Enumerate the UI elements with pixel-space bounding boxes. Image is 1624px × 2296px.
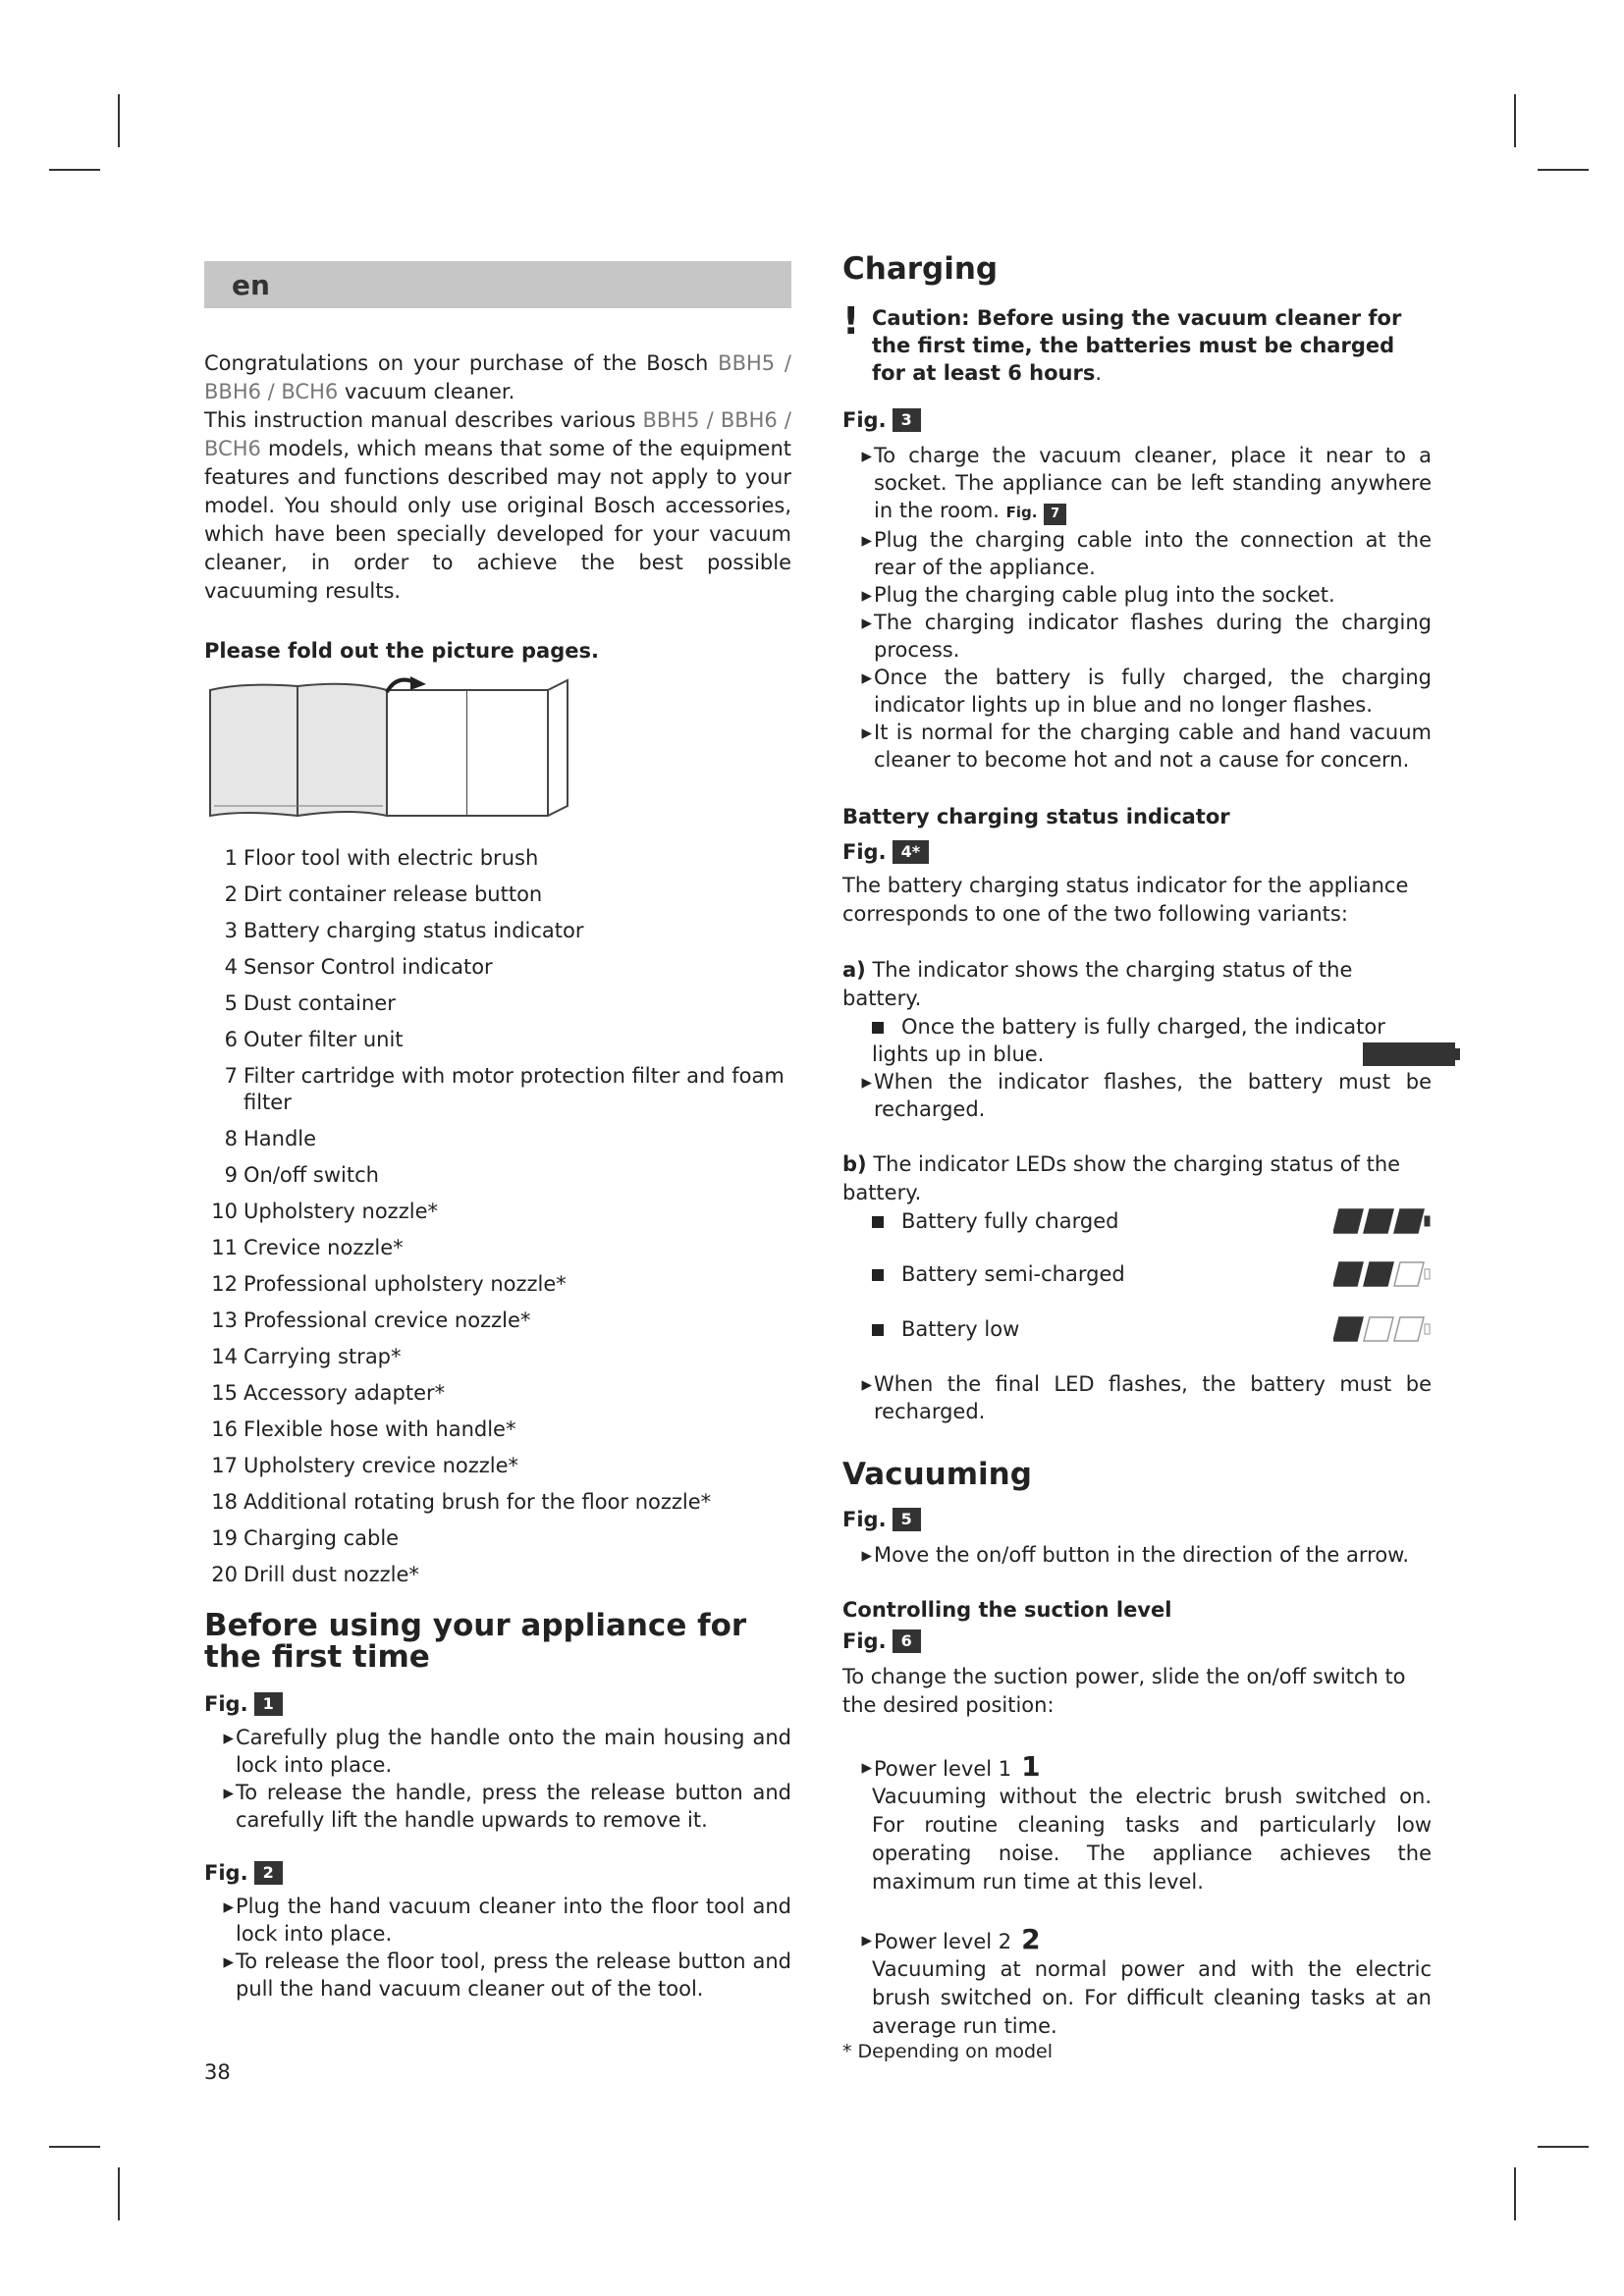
fig-4-reference: Fig. 4*	[842, 840, 1432, 864]
variant-a: a) The indicator shows the charging status of the battery. Once the battery is fully charged, the indicator lights up in blue. ▸ When the indicator flashes, the battery must be recharged.	[842, 956, 1432, 1123]
battery-led-on	[1333, 1317, 1363, 1341]
parts-list-item: 19 Charging cable	[211, 1526, 400, 1550]
intro-text: vacuum cleaner.	[338, 380, 515, 403]
battery-leds-icon	[1333, 1261, 1432, 1287]
charging-heading: Charging	[842, 251, 999, 287]
arrow-bullet-icon: ▸	[861, 528, 872, 552]
crop-mark-bottom-left-h	[49, 2146, 100, 2148]
language-code: en	[232, 268, 270, 301]
fig-number-box: 2	[254, 1861, 283, 1885]
battery-tip	[1425, 1269, 1430, 1279]
fig-number-box: 5	[893, 1508, 921, 1531]
parts-list-item: 11 Crevice nozzle*	[211, 1236, 404, 1259]
fold-out-pages-illustration	[204, 676, 573, 820]
battery-leds-icon	[1333, 1208, 1432, 1234]
battery-led-off	[1394, 1317, 1424, 1341]
left-column	[204, 261, 791, 2002]
arrow-bullet-icon: ▸	[861, 666, 872, 689]
arrow-bullet-icon: ▸	[223, 1949, 234, 1973]
fig-6-reference: Fig. 6	[842, 1629, 1432, 1653]
battery-led-on	[1394, 1209, 1424, 1233]
instruction-item: ▸ Once the battery is fully charged, the charging indicator lights up in blue and no longer flashes.	[842, 664, 1432, 719]
variant-a-indicator: Once the battery is fully charged, the indicator lights up in blue.	[872, 1013, 1432, 1068]
parts-list-item: 8 Handle	[224, 1127, 317, 1150]
vacuuming-heading: Vacuuming	[842, 1457, 1032, 1492]
arrow-bullet-icon: ▸	[223, 1726, 234, 1749]
fig-3-reference: Fig. 3	[842, 408, 1432, 432]
caution-notice: ! Caution: Before using the vacuum cleaner for the first time, the batteries must be charged for at least 6 hours.	[842, 299, 1402, 385]
instruction-item: ▸ When the indicator flashes, the battery must be recharged.	[842, 1068, 1432, 1123]
battery-level-row: Battery low	[872, 1315, 1432, 1343]
before-use-heading: Before using your appliance for the first time	[204, 1608, 747, 1675]
arrow-bullet-icon: ▸	[861, 1755, 872, 1779]
parts-list-item: 1 Floor tool with electric brush	[224, 846, 539, 870]
instruction-item: ▸ To release the floor tool, press the release button and pull the hand vacuum cleaner out of the tool.	[204, 1948, 791, 2002]
variant-b: b) The indicator LEDs show the charging status of the battery. Battery fully charged Battery semi-charged Battery low ▸ When the final LED flashes, the battery must be recharged.	[842, 1152, 1432, 1423]
parts-list-item: 12 Professional upholstery nozzle*	[211, 1272, 567, 1296]
arrow-bullet-icon: ▸	[861, 721, 872, 744]
parts-list-item: 2 Dirt container release button	[224, 882, 543, 906]
parts-list-item: 3 Battery charging status indicator	[224, 919, 584, 942]
instruction-item: ▸ Carefully plug the handle onto the main housing and lock into place.	[204, 1724, 791, 1779]
power-level-2: ▸ Power level 2 2 Vacuuming at normal power and with the electric brush switched on. For difficult cleaning tasks at an average run time.	[842, 1926, 1432, 2041]
crop-mark-bottom-right-h	[1538, 2146, 1589, 2148]
suction-level-heading: Controlling the suction level	[842, 1598, 1172, 1622]
square-bullet-icon	[872, 1324, 884, 1336]
crop-mark-bottom-right-v	[1514, 2167, 1516, 2220]
fig-number-box: 6	[893, 1629, 921, 1653]
battery-led-on	[1333, 1262, 1363, 1286]
arrow-bullet-icon: ▸	[861, 1372, 872, 1396]
battery-led-on	[1364, 1262, 1393, 1286]
instruction-item: ▸ Plug the charging cable plug into the socket.	[842, 581, 1432, 609]
fig-2-reference: Fig. 2	[204, 1861, 791, 1885]
battery-bar-icon	[1363, 1042, 1461, 1066]
square-bullet-icon	[872, 1269, 884, 1281]
right-column	[842, 253, 1432, 2062]
battery-leds-icon	[1333, 1316, 1432, 1342]
instruction-item: ▸ When the final LED flashes, the battery must be recharged.	[842, 1370, 1432, 1425]
parts-list-item: 7 Filter cartridge with motor protection filter and foam filter	[224, 1064, 785, 1114]
parts-list-item: 17 Upholstery crevice nozzle*	[211, 1454, 519, 1477]
instruction-item: ▸ Plug the hand vacuum cleaner into the floor tool and lock into place.	[204, 1893, 791, 1948]
parts-list-item: 18 Additional rotating brush for the floor nozzle*	[211, 1490, 712, 1514]
fold-out-instruction: Please fold out the picture pages.	[204, 639, 599, 663]
fig-number-box: 7	[1044, 504, 1066, 525]
parts-list-item: 5 Dust container	[224, 991, 396, 1015]
parts-list-item: 15 Accessory adapter*	[211, 1381, 446, 1405]
crop-mark-top-right-h	[1538, 169, 1589, 171]
model-names: BBH5 / BBH6 / BCH6	[204, 351, 792, 403]
battery-level-row: Battery fully charged	[872, 1207, 1432, 1235]
battery-led-off	[1364, 1317, 1393, 1341]
parts-list-item: 20 Drill dust nozzle*	[211, 1563, 419, 1586]
footnote: * Depending on model	[842, 2041, 1054, 2062]
arrow-bullet-icon: ▸	[223, 1895, 234, 1918]
arrow-bullet-icon: ▸	[861, 444, 872, 467]
fig-number-box: 4*	[893, 840, 930, 864]
parts-list-item: 10 Upholstery nozzle*	[211, 1200, 438, 1223]
instruction-item: ▸ To release the handle, press the release button and carefully lift the handle upwards to remove it.	[204, 1779, 791, 1834]
parts-list-item: 16 Flexible hose with handle*	[211, 1417, 516, 1441]
fig-number-box: 3	[893, 408, 921, 432]
instruction-item: ▸ The charging indicator flashes during the charging process.	[842, 609, 1432, 664]
arrow-bullet-icon: ▸	[861, 583, 872, 607]
power-level-1: ▸ Power level 1 1 Vacuuming without the electric brush switched on. For routine cleaning tasks and particularly low operating noise. The appliance achieves the maximum run time at this level.	[842, 1753, 1432, 1896]
crop-mark-top-left-v	[118, 94, 120, 147]
suction-intro: To change the suction power, slide the on/off switch to the desired position:	[842, 1665, 1406, 1717]
parts-list-item: 6 Outer filter unit	[224, 1028, 404, 1051]
parts-list-item: 14 Carrying strap*	[211, 1345, 402, 1368]
parts-list	[204, 845, 791, 1588]
intro-text: Congratulations on your purchase of the Bosch	[204, 351, 719, 375]
battery-led-on	[1364, 1209, 1393, 1233]
instruction-item: ▸ Plug the charging cable into the connection at the rear of the appliance.	[842, 526, 1432, 581]
arrow-bullet-icon: ▸	[223, 1781, 234, 1804]
battery-status-heading: Battery charging status indicator	[842, 805, 1230, 828]
arrow-bullet-icon: ▸	[861, 611, 872, 634]
battery-led-off	[1394, 1262, 1424, 1286]
battery-tip	[1425, 1324, 1430, 1334]
crop-mark-top-right-v	[1514, 94, 1516, 147]
warning-icon: !	[842, 299, 860, 343]
crop-mark-top-left-h	[49, 169, 100, 171]
fig-1-reference: Fig. 1	[204, 1692, 791, 1716]
model-names: BBH5 / BBH6 / BCH6	[204, 408, 791, 460]
intro-paragraph-2	[204, 406, 791, 606]
square-bullet-icon	[872, 1022, 884, 1034]
fig-number-box: 1	[254, 1692, 283, 1716]
intro-paragraph-1	[204, 349, 791, 406]
instruction-item: ▸ Move the on/off button in the direction of the arrow.	[842, 1541, 1432, 1569]
arrow-bullet-icon: ▸	[861, 1928, 872, 1951]
arrow-bullet-icon: ▸	[861, 1070, 872, 1094]
battery-tip	[1425, 1216, 1430, 1226]
page-number: 38	[204, 2060, 231, 2084]
crop-mark-bottom-left-v	[118, 2167, 120, 2220]
arrow-bullet-icon: ▸	[861, 1543, 872, 1567]
parts-list-item: 4 Sensor Control indicator	[224, 955, 493, 979]
square-bullet-icon	[872, 1216, 884, 1228]
battery-level-row: Battery semi-charged	[872, 1260, 1432, 1288]
instruction-item: ▸ It is normal for the charging cable and hand vacuum cleaner to become hot and not a cause for concern.	[842, 719, 1432, 774]
fig-5-reference: Fig. 5	[842, 1508, 1432, 1531]
parts-list-item: 13 Professional crevice nozzle*	[211, 1308, 531, 1332]
language-tab	[204, 261, 791, 308]
parts-list-item: 9 On/off switch	[224, 1163, 379, 1187]
intro-text: models, which means that some of the equipment features and functions described may not apply to your model. You should only use original Bosch accessories, which have been specially developed for your vacuum cleaner, in order to achieve the best possible vacuuming results.	[204, 437, 791, 603]
battery-led-on	[1333, 1209, 1363, 1233]
instruction-item: ▸ To charge the vacuum cleaner, place it near to a socket. The appliance can be left standing anywhere in the room. Fig. 7	[842, 442, 1432, 526]
intro-text: This instruction manual describes various	[204, 408, 643, 432]
battery-status-intro: The battery charging status indicator for the appliance corresponds to one of the two following variants:	[842, 874, 1409, 926]
